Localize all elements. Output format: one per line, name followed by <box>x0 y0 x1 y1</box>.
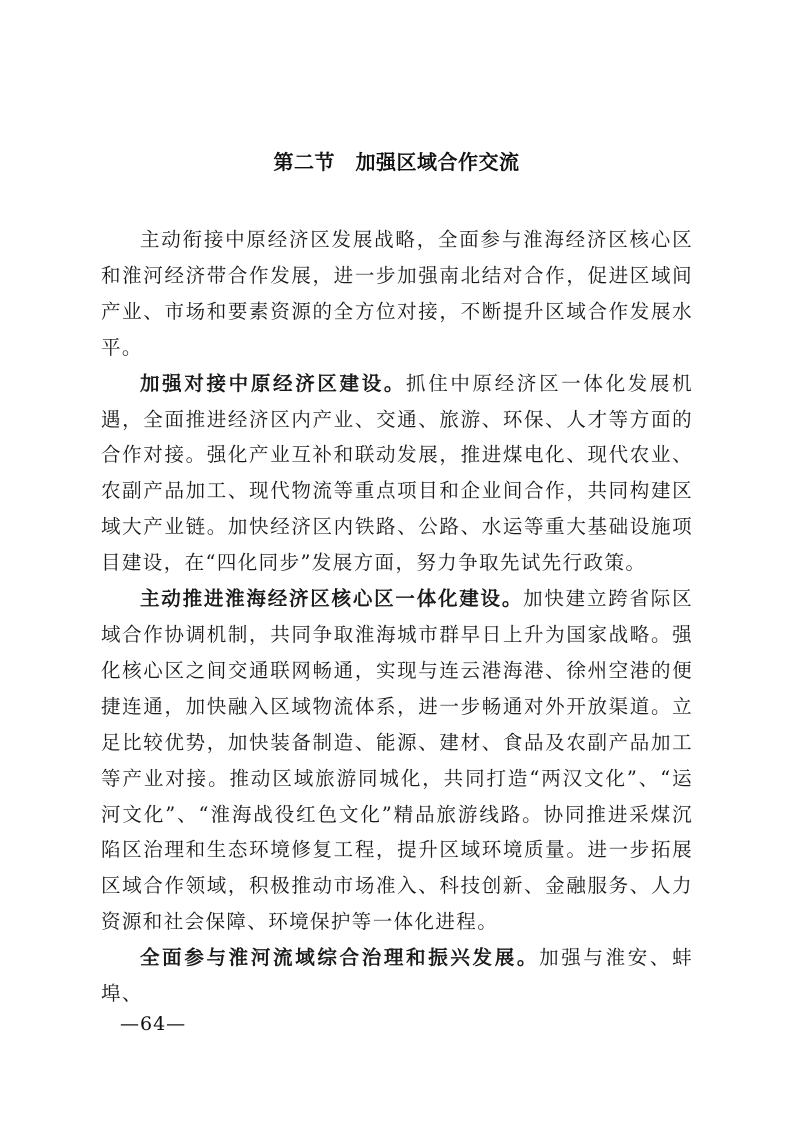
paragraph-text: 加快建立跨省际区域合作协调机制，共同争取淮海城市群早日上升为国家战略。强化核心区之间交通联网畅通，实现与连云港海港、徐州空港的便捷连通，加快融入区域物流体系，进一步畅通对外开放渠道。立足比较优势，加快装备制造、能源、建材、食品及农副产品加工等产业对接。推动区域旅游同城化，共同打造“两汉文化”、“运河文化”、“淮海战役红色文化”精品旅游线路。协同推进采煤沉陷区治理和生态环境修复工程，提升区域环境质量。进一步拓展区域合作领域，积极推动市场准入、科技创新、金融服务、人力资源和社会保障、环境保护等一体化进程。 <box>101 587 693 934</box>
paragraph-intro-text: 主动衔接中原经济区发展战略，全面参与淮海经济区核心区和淮河经济带合作发展，进一步加强南北结对合作，促进区域间产业、市场和要素资源的全方位对接，不断提升区域合作发展水平。 <box>101 228 693 359</box>
paragraph-intro <box>101 222 693 366</box>
paragraph-lead: 加强对接中原经济区建设。 <box>140 371 407 395</box>
paragraph-central-plains <box>101 366 693 581</box>
page-number: —64— <box>120 1013 187 1035</box>
section-heading: 第二节 加强区域合作交流 <box>273 150 520 174</box>
body-text <box>101 222 693 1012</box>
paragraph-text: 抓住中原经济区一体化发展机遇，全面推进经济区内产业、交通、旅游、环保、人才等方面的合作对接。强化产业互补和联动发展，推进煤电化、现代农业、农副产品加工、现代物流等重点项目和企业间合作，共同构建区域大产业链。加快经济区内铁路、公路、水运等重大基础设施项目建设，在“四化同步”发展方面，努力争取先试先行政策。 <box>101 371 693 575</box>
paragraph-huaihai <box>101 581 693 940</box>
paragraph-huai-river <box>101 940 693 1012</box>
paragraph-lead: 主动推进淮海经济区核心区一体化建设。 <box>140 587 524 611</box>
paragraph-text: 加强与淮安、蚌埠、 <box>101 946 693 1006</box>
paragraph-lead: 全面参与淮河流域综合治理和振兴发展。 <box>140 946 540 970</box>
